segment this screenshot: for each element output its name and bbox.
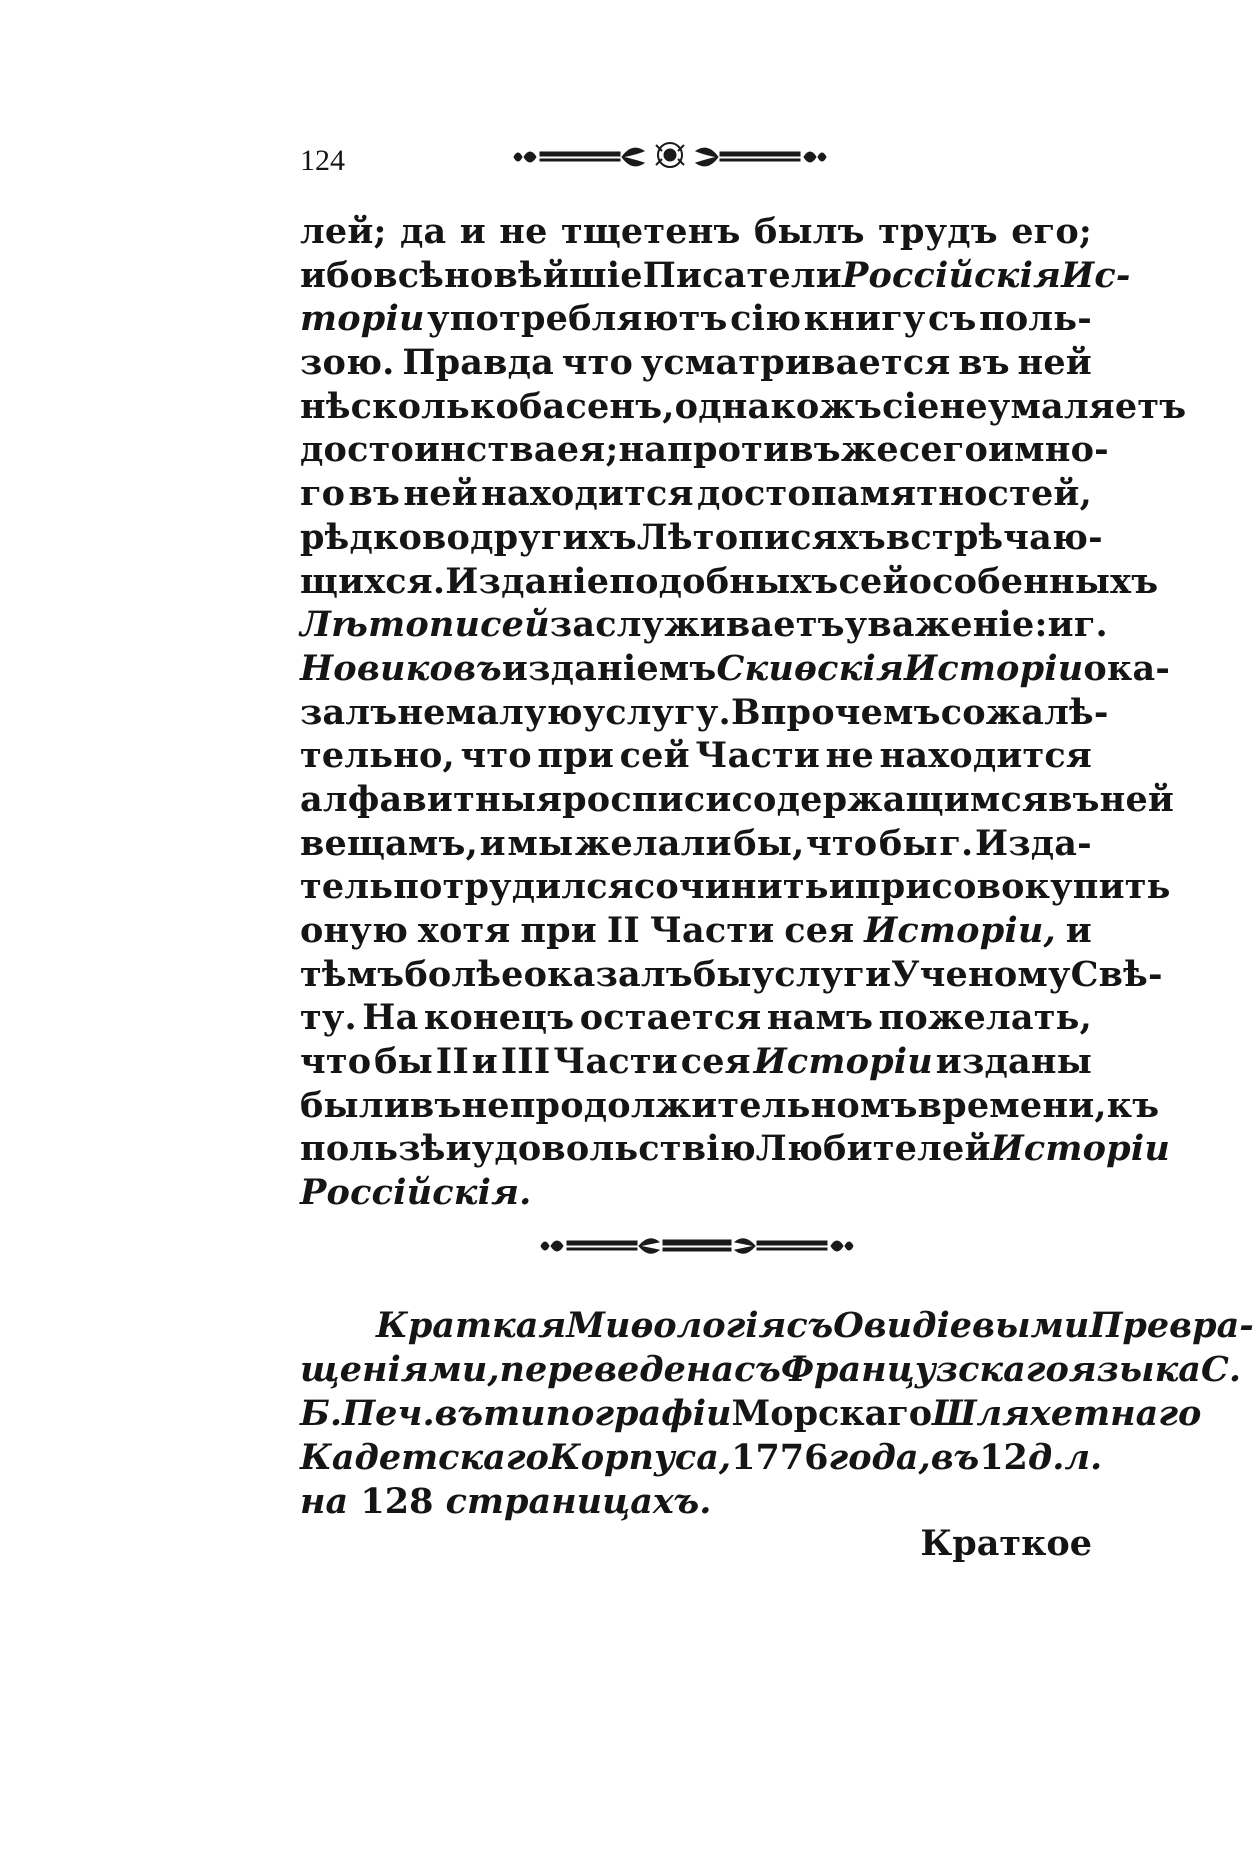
citation-line-5: на 128 страницахъ. xyxy=(300,1481,712,1522)
section-divider-ornament xyxy=(537,1226,857,1266)
text-line-9: щихся. Изданіе подобныхъ сей особенныхъ xyxy=(300,560,1159,602)
text-line-16: тель потрудился сочинить и присовокупить xyxy=(300,866,1171,908)
text-line-3: торіи употребляютъ сію книгу съ поль- xyxy=(300,298,1092,340)
text-line-21: были въ непродолжительномъ времени, къ xyxy=(300,1084,1160,1126)
catchword: Краткое xyxy=(920,1523,1092,1564)
text-line-4: зою. Правда что усматривается въ ней xyxy=(300,342,1092,384)
text-line-7: го въ ней находится достопамятностей, xyxy=(300,473,1092,515)
text-line-23: Россійскія. xyxy=(300,1172,532,1214)
book-citation xyxy=(300,1304,1254,1524)
text-line-22: пользѣ и удовольствію Любителей Исторіи xyxy=(300,1128,1170,1170)
text-line-8: рѣдко во другихъ Лѣтописяхъ встрѣчаю- xyxy=(300,516,1103,558)
citation-line-1: Краткая Миѳологія съ Овидіевыми Превра- xyxy=(376,1305,1254,1346)
citation-line-4: Кадетскаго Корпуса, 1776 года, въ 12 д. л. xyxy=(300,1437,1103,1478)
text-line-13: тельно, что при сей Части не находится xyxy=(300,735,1092,777)
text-line-15: вещамъ, и мы желали бы, что бы г. Изда- xyxy=(300,822,1092,864)
text-line-18: тѣмъ болѣе оказалъ бы услуги Ученому Свѣ- xyxy=(300,953,1163,995)
text-line-19: ту. На конецъ остается намъ пожелать, xyxy=(300,997,1092,1039)
text-line-12: залъ немалую услугу. Впрочемъ сожалѣ- xyxy=(300,691,1109,733)
text-line-1: лей; да и не тщетенъ былъ трудъ его; xyxy=(300,211,1092,252)
text-line-2: ибо всѣ новѣйшіе Писатели Россійскія Ис- xyxy=(300,254,1131,296)
text-line-6: достоинства ея; напротивъ же сего и мно- xyxy=(300,429,1109,471)
citation-line-2: щеніями, переведена съ Французскаго языка С. xyxy=(300,1349,1242,1390)
headpiece-ornament xyxy=(510,137,830,177)
text-line-5: нѣсколько басенъ, однакожъ сіе не умаляетъ xyxy=(300,385,1187,427)
page-number: 124 xyxy=(300,144,345,177)
citation-line-3: Б. Печ. въ типографіи Морскаго Шляхетнаго xyxy=(300,1393,1202,1434)
text-line-11: Новиковъ изданіемъ Скиѳскія Исторіи ока- xyxy=(300,647,1171,689)
text-line-14: алфавитныя росписи содержащимся въ ней xyxy=(300,778,1175,820)
page-header xyxy=(300,135,1090,195)
main-text xyxy=(300,210,1187,1215)
text-line-20: что бы II и III Части сея Исторіи изданы xyxy=(300,1041,1092,1083)
text-line-17: оную хотя при II Части сея Исторіи, и xyxy=(300,910,1092,951)
text-line-10: Лѣтописей заслуживаетъ уваженіе: и г. xyxy=(300,604,1108,646)
